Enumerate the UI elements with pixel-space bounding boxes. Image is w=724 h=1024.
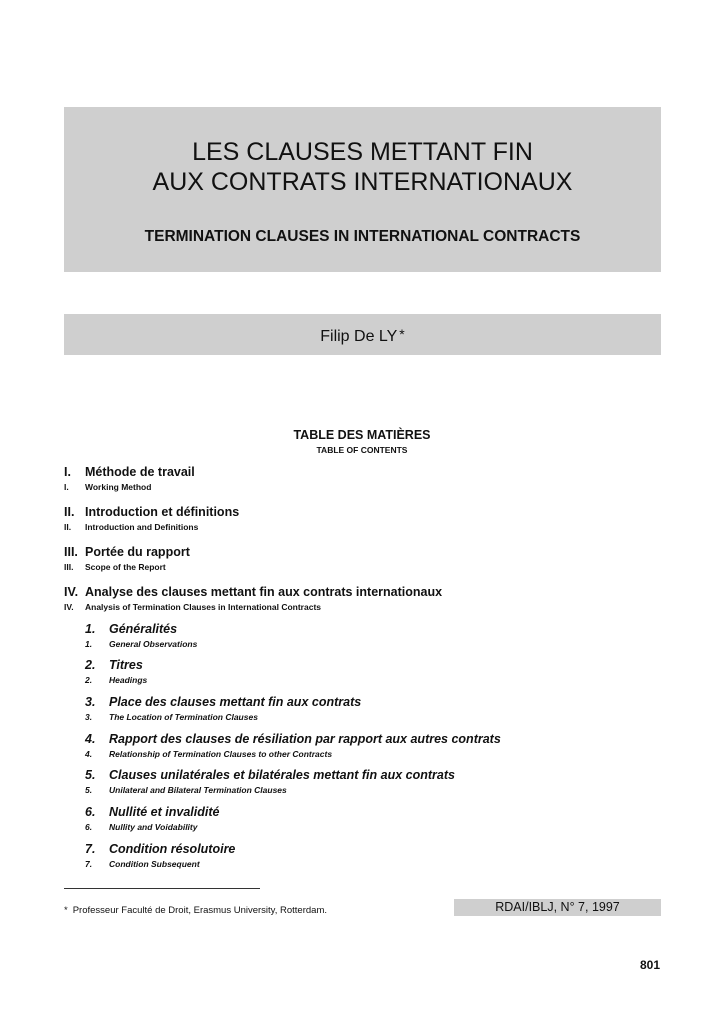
toc-section-title-en: Scope of the Report <box>85 562 166 572</box>
title-line-1: LES CLAUSES METTANT FIN <box>192 138 533 166</box>
toc-subsection-number: 1. <box>85 622 96 636</box>
toc-subsection-number: 6. <box>85 805 96 819</box>
toc-subsection-number-en: 1. <box>85 639 93 649</box>
toc-section-number: II. <box>64 505 75 519</box>
toc-subsection-title-en: Nullity and Voidability <box>109 822 198 832</box>
toc-subsection-number-en: 5. <box>85 785 93 795</box>
footnote-mark: * <box>64 905 68 916</box>
toc-subsection-title-fr: Place des clauses mettant fin aux contrats <box>109 695 362 709</box>
toc-subsection-5[interactable] <box>85 768 455 795</box>
toc-subsection-title-en: Headings <box>109 675 148 685</box>
toc-subsection-number-en: 7. <box>85 859 93 869</box>
page-title <box>64 137 661 197</box>
toc-section-title-en: Introduction and Definitions <box>85 522 199 532</box>
toc-subsection-title-en: Condition Subsequent <box>109 859 200 869</box>
toc-subsection-title-fr: Titres <box>109 658 143 672</box>
toc-section-title-en: Working Method <box>85 482 152 492</box>
toc-subsection-number: 4. <box>85 732 96 746</box>
toc-subsection-title-en: Relationship of Termination Clauses to other Contracts <box>109 749 333 759</box>
author-box <box>64 314 661 355</box>
toc-subsection-3[interactable] <box>85 695 361 722</box>
toc-subsection-number: 5. <box>85 768 96 782</box>
toc-section-number-en: I. <box>64 482 69 492</box>
toc-subsection-title-fr: Rapport des clauses de résiliation par rapport aux autres contrats <box>109 732 501 746</box>
toc-subsection-number: 7. <box>85 842 96 856</box>
toc-section-2[interactable] <box>64 505 239 532</box>
toc-subsection-title-fr: Clauses unilatérales et bilatérales mettant fin aux contrats <box>109 768 455 782</box>
page-subtitle: TERMINATION CLAUSES IN INTERNATIONAL CONTRACTS <box>144 228 581 245</box>
toc-heading <box>0 428 724 455</box>
toc-subsection-number: 3. <box>85 695 96 709</box>
toc-subsection-title-en: The Location of Termination Clauses <box>109 712 258 722</box>
toc-heading-fr: TABLE DES MATIÈRES <box>293 428 431 442</box>
toc-section-title-fr: Introduction et définitions <box>85 505 240 519</box>
footnote-divider <box>64 888 260 889</box>
toc-subsection-title-en: Unilateral and Bilateral Termination Clauses <box>109 785 287 795</box>
toc-section-number-en: IV. <box>64 602 74 612</box>
toc-subsection-title-fr: Condition résolutoire <box>109 842 236 856</box>
toc-subsection-title-fr: Nullité et invalidité <box>109 805 220 819</box>
author-name: Filip De LY <box>320 328 398 345</box>
toc-subsection-7[interactable] <box>85 842 235 869</box>
toc-section-number-en: II. <box>64 522 72 532</box>
footnote <box>64 905 327 916</box>
toc-section-number: IV. <box>64 585 79 599</box>
toc-subsection-6[interactable] <box>85 805 219 832</box>
toc-section-title-fr: Méthode de travail <box>85 465 195 479</box>
toc-section-1[interactable] <box>64 465 195 492</box>
toc-section-number: III. <box>64 545 78 559</box>
toc-subsection-number-en: 4. <box>85 749 93 759</box>
toc-subsection-4[interactable] <box>85 732 501 759</box>
toc-section-title-fr: Analyse des clauses mettant fin aux contrats internationaux <box>85 585 443 599</box>
toc-subsection-number: 2. <box>85 658 96 672</box>
toc-section-title-fr: Portée du rapport <box>85 545 190 559</box>
toc-subsection-2[interactable] <box>85 658 147 685</box>
title-line-2: AUX CONTRATS INTERNATIONAUX <box>152 168 573 196</box>
toc-section-title-en: Analysis of Termination Clauses in International Contracts <box>85 602 321 612</box>
toc-subsection-1[interactable] <box>85 622 197 649</box>
footnote-text: Professeur Faculté de Droit, Erasmus University, Rotterdam. <box>72 905 327 916</box>
toc-section-3[interactable] <box>64 545 190 572</box>
page-number: 801 <box>640 958 661 972</box>
toc-subsection-number-en: 2. <box>85 675 93 685</box>
toc-section-number-en: III. <box>64 562 74 572</box>
toc-heading-en: TABLE OF CONTENTS <box>316 445 408 455</box>
author-footnote-mark[interactable]: * <box>399 326 405 342</box>
toc-subsection-number-en: 3. <box>85 712 93 722</box>
toc-subsection-title-en: General Observations <box>109 639 198 649</box>
toc-subsection-number-en: 6. <box>85 822 93 832</box>
toc-subsection-title-fr: Généralités <box>109 622 178 636</box>
toc-section-4[interactable] <box>64 585 442 612</box>
journal-reference: RDAI/IBLJ, N° 7, 1997 <box>454 899 661 916</box>
title-box <box>64 107 661 272</box>
toc-section-number: I. <box>64 465 71 479</box>
